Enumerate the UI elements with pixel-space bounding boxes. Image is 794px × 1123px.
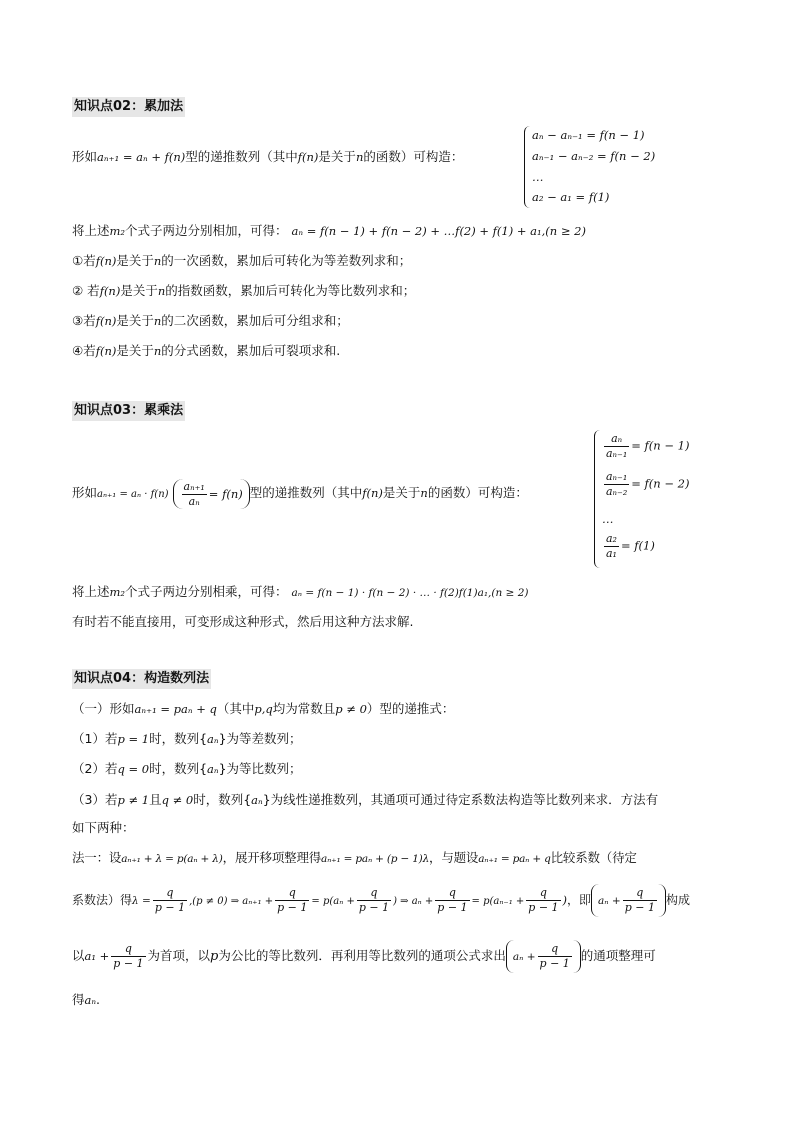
fraction [604,470,629,499]
formula: q = 0 [117,762,150,776]
formula: aₙ = f(n − 1) + f(n − 2) + …f(2) + f(1) + a₁,(n ≥ 2) [291,224,586,238]
text: ，与题设 [429,850,479,865]
denominator: aₙ₋₁ [606,447,628,460]
numerator: aₙ₊₁ [183,479,205,493]
text: 的指数函数，累加后可转化为等比数列求和； [165,283,416,298]
section-04-line-8 [72,940,656,973]
formula: f(n) [99,284,121,298]
system-row [602,470,689,499]
section-03-product [72,582,528,603]
formula: n [355,150,364,164]
formula: aₙ₊₁ = aₙ + f(n) [97,150,186,164]
text: 形如 [72,149,98,164]
formula: m₂ [109,585,126,599]
formula: = f(n − 1) [631,438,690,453]
denominator: p − 1 [113,957,144,970]
text: （其中 [216,701,255,716]
formula: = f(1) [620,538,655,553]
system-row [602,432,689,461]
text: 是关于 [120,283,158,298]
text: 型的递推数列（其中 [249,485,363,500]
system-row: aₙ₋₁ − aₙ₋₂ = f(n − 2) [532,149,656,163]
fraction [357,886,391,915]
formula: aₙ₊₁ = paₙ + (p − 1)λ [321,853,430,865]
formula: aₙ₊₁ + λ = p(aₙ + λ) [121,853,223,865]
formula: ,(p ≠ 0) ⇒ aₙ₊₁ + [189,896,274,907]
section-04-line-1 [72,699,454,719]
formula: aₙ + [598,895,621,907]
text: 构成 [665,893,690,907]
formula: f(n) [95,314,117,328]
formula: f(n) [362,486,383,500]
text: }为线性递推数列，其通项可通过待定系数法构造等比数列来求．方法有 [262,792,659,807]
formula: = f(n − 2) [631,476,690,491]
fraction [275,886,309,915]
formula: p,q [254,702,273,716]
section-04-line-5: 如下两种： [72,820,135,835]
denominator: p − 1 [277,901,308,914]
section-03-note: 有时若不能直接用，可变形成这种形式，然后用这种方法求解. [72,614,414,629]
text: ，即 [567,893,592,907]
formula: p ≠ 0 [335,702,367,716]
denominator: p − 1 [154,901,186,914]
system-row [602,532,655,561]
formula: λ = [132,895,151,907]
text: （一）形如 [72,701,135,716]
text: （3）若 [72,792,118,807]
text: ①若 [72,253,96,268]
text: 形如 [72,485,98,500]
fraction [538,942,572,971]
sequence-set [506,940,581,973]
formula: p ≠ 1 [117,793,150,807]
section-02-sum [72,221,586,241]
ratio-paren [173,479,250,509]
denominator: a₁ [606,547,617,560]
formula: p [210,949,219,964]
formula: n [153,314,162,328]
text: 的一次函数，累加后可转化为等差数列求和； [161,253,412,268]
formula: = f(n) [208,486,243,501]
formula: n [157,284,166,298]
section-02-system [524,126,664,208]
text: 的函数）可构造： [363,149,464,164]
text: 个式子两边分别相加，可得： [125,223,288,238]
formula: n [420,486,428,500]
brace [594,430,601,568]
text: 是关于 [116,343,154,358]
text: 是关于 [382,485,421,500]
text: }为等比数列； [218,761,302,776]
text: 且 [149,792,162,807]
text: ④若 [72,343,96,358]
section-03-system [594,430,714,568]
brace [524,126,531,208]
text: 是关于 [116,253,154,268]
section-03-intro [72,478,528,510]
denominator: p − 1 [358,901,390,914]
numerator: q [538,942,572,957]
denominator: p − 1 [437,901,468,914]
text: 是关于 [318,149,356,164]
fraction [604,532,619,561]
text: 型的递推数列（其中 [185,149,298,164]
text: 时，数列{ [149,731,208,746]
section-04-line-4 [72,790,658,810]
formula: f(n) [95,344,117,358]
text: 比较系数（待定 [550,850,637,865]
formula: aₙ + [512,951,536,963]
formula: aₙ [207,762,219,776]
text: }为等差数列； [218,731,302,746]
denominator: p − 1 [624,901,655,914]
numerator: q [526,886,560,901]
list-item [72,251,411,271]
text: 的二次函数，累加后可分组求和； [161,313,349,328]
formula: = p(aₙ₋₁ + [471,896,525,907]
formula: aₙ₊₁ = aₙ · f(n) [97,489,169,500]
text: 个式子两边分别相乘，可得： [125,584,288,599]
text: 的通项整理可 [580,948,656,963]
text: 为公比的等比数列．再利用等比数列的通项公式求出 [218,948,506,963]
system-row: aₙ − aₙ₋₁ = f(n − 1) [532,128,645,142]
formula: ) ⇒ aₙ + [393,896,434,907]
text: 均为常数且 [272,701,336,716]
list-item [72,341,340,361]
numerator: q [111,942,145,957]
text: （2）若 [72,761,118,776]
text: 时，数列{ [149,761,208,776]
text: 以 [72,948,85,963]
section-02-intro [72,147,463,167]
formula: n [153,254,162,268]
fraction [182,480,207,509]
numerator: q [275,886,309,901]
denominator: aₙ₋₂ [606,485,628,498]
formula: ) [562,893,568,907]
text: 的分式函数，累加后可裂项求和. [161,343,341,358]
formula: aₙ [207,732,219,746]
text: ，展开移项整理得 [222,850,322,865]
section-04-heading: 知识点04：构造数列法 [72,669,211,689]
list-item [72,311,349,331]
section-02-heading: 知识点02：累加法 [72,97,185,117]
formula: = p(aₙ + [311,896,355,907]
denominator: aₙ [188,494,200,508]
numerator: aₙ [604,432,629,447]
text: 系数法）得 [72,893,133,907]
formula: f(n) [95,254,117,268]
fraction [435,886,469,915]
text: 是关于 [116,313,154,328]
text: . [96,992,101,1007]
numerator: q [357,886,391,901]
fraction [604,432,629,461]
text: ② 若 [72,283,100,298]
formula: n [153,344,162,358]
text: 将上述 [72,223,110,238]
system-row: … [602,512,614,526]
system-row: … [532,170,544,184]
text: 为首项，以 [147,948,211,963]
text: 法一：设 [72,850,122,865]
formula: a₁ + [84,949,110,963]
formula: m₂ [109,224,126,238]
numerator: q [435,886,469,901]
numerator: q [623,886,657,901]
section-04-line-9 [72,990,100,1010]
formula: aₙ [251,793,263,807]
formula: aₙ = f(n − 1) · f(n − 2) · … · f(2)f(1)a₁,(n ≥ 2) [291,587,529,599]
numerator: a₂ [606,532,617,545]
text: 的函数）可构造： [427,485,528,500]
fraction [111,942,145,971]
formula: f(n) [297,150,319,164]
formula: aₙ₊₁ = paₙ + q [134,702,217,716]
numerator: q [153,886,187,901]
section-04-line-3 [72,759,302,779]
formula: aₙ [84,993,97,1007]
formula: p = 1 [117,732,150,746]
section-04-line-2 [72,729,302,749]
text: ）型的递推式： [366,701,455,716]
list-item [72,281,415,301]
fraction [526,886,560,915]
fraction [623,886,657,915]
text: 时，数列{ [193,792,252,807]
denominator: p − 1 [528,901,559,914]
text: （1）若 [72,731,118,746]
numerator: aₙ₋₁ [606,470,628,483]
system-row: a₂ − a₁ = f(1) [532,190,610,204]
formula: q ≠ 0 [161,793,194,807]
fraction [153,886,187,915]
denominator: p − 1 [539,957,570,970]
section-04-line-6 [72,848,637,869]
text: ③若 [72,313,96,328]
text: 得 [72,992,85,1007]
section-04-line-7 [72,884,690,918]
section-03-heading: 知识点03：累乘法 [72,401,185,421]
sequence-set [591,884,666,917]
text: 将上述 [72,584,110,599]
formula: aₙ₊₁ = paₙ + q [478,853,551,865]
